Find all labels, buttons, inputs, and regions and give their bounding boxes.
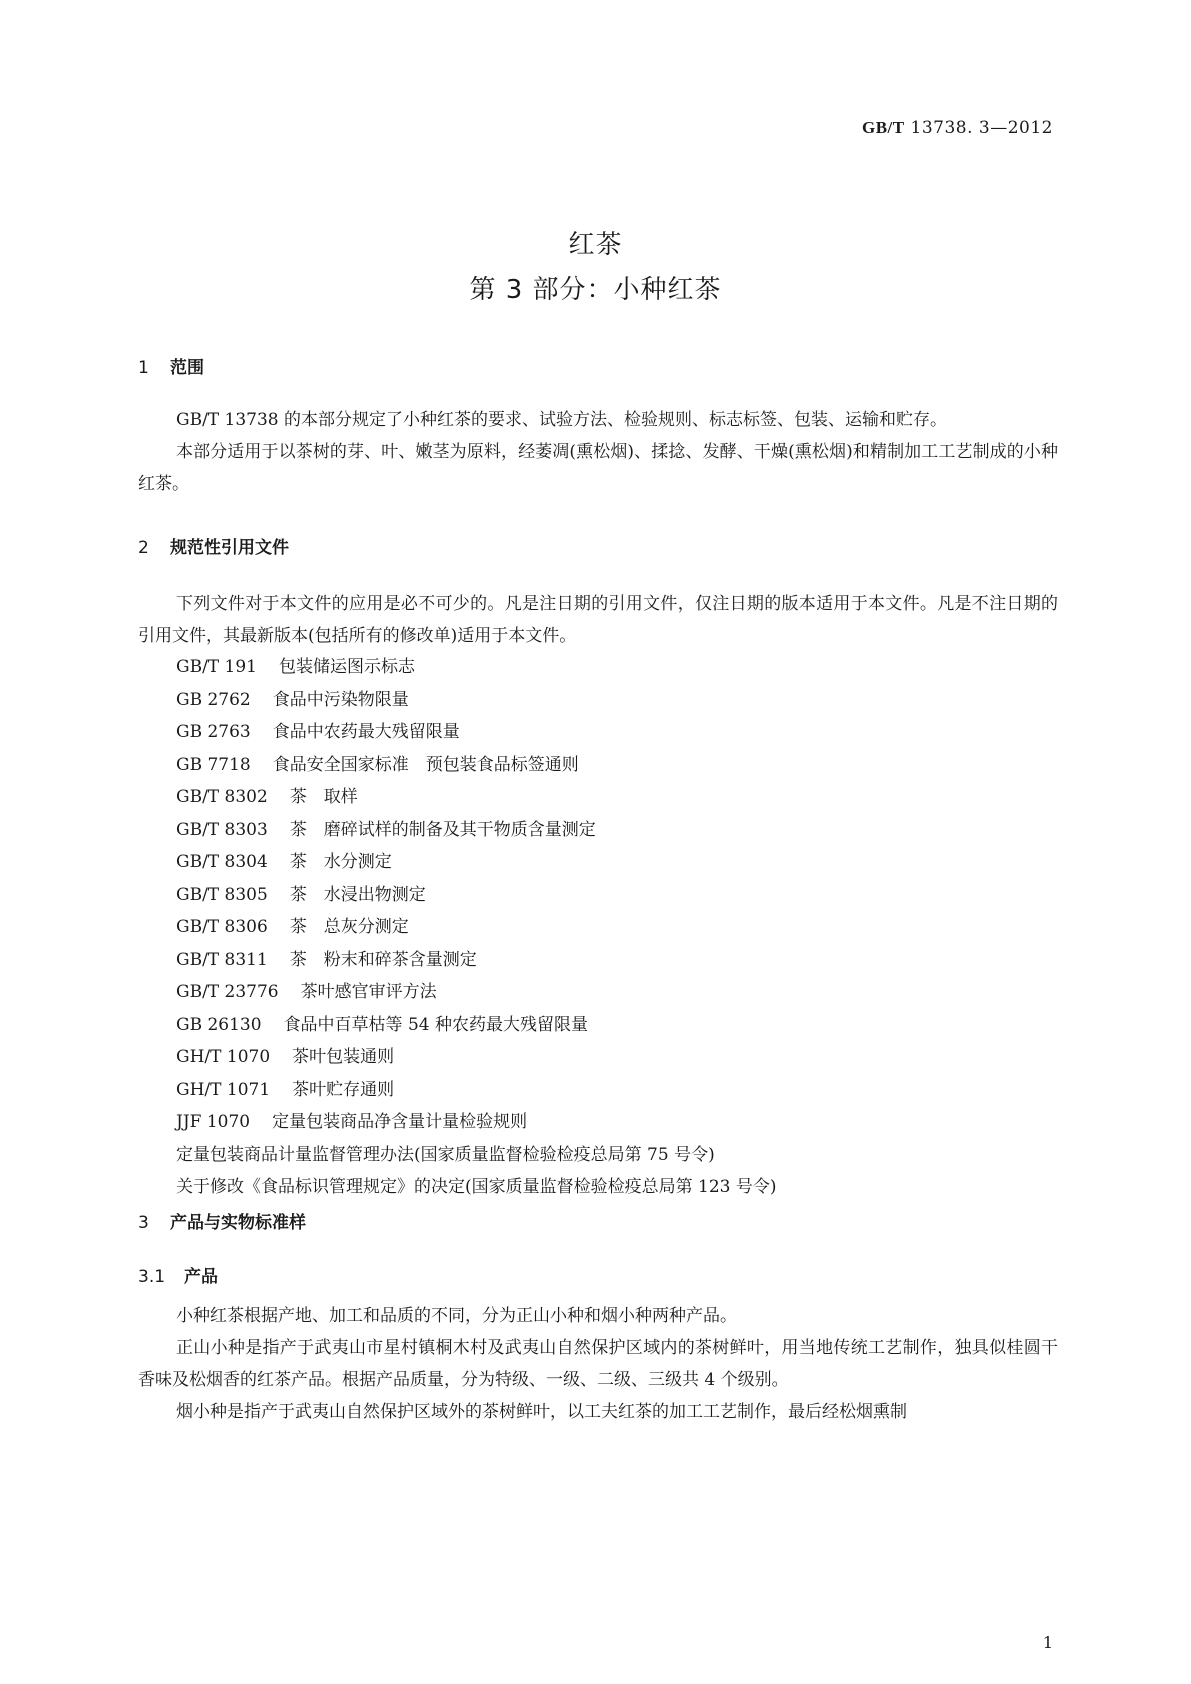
product-paragraph-3: 烟小种是指产于武夷山自然保护区域外的茶树鲜叶，以工夫红茶的加工工艺制作，最后经松烟熏制 [176,1402,907,1422]
reference-item: GB/T 8306 茶 总灰分测定 [176,917,409,937]
standard-code: 13738. 3—2012 [910,118,1053,138]
reference-item: GB/T 23776 茶叶感官审评方法 [176,982,437,1002]
section-heading-3: 3 产品与实物标准样 [138,1213,306,1233]
reference-item: GB/T 8305 茶 水浸出物测定 [176,884,426,905]
standard-prefix: GB/T [862,118,905,137]
reference-item: GB/T 8304 茶 水分测定 [176,852,392,872]
reference-item: GH/T 1071 茶叶贮存通则 [176,1079,395,1100]
product-paragraph-2: 正山小种是指产于武夷山市星村镇桐木村及武夷山自然保护区域内的茶树鲜叶，用当地传统工艺制作，独具似桂圆干香味及松烟香的红茶产品。根据产品质量，分为特级、一级、二级、三级共 4 个级别。 [138,1338,1058,1390]
title-line-2: 第 3 部分：小种红茶 [469,275,722,305]
reference-item: GB 2763 食品中农药最大残留限量 [176,722,460,742]
reference-item-regulation-123: 关于修改《食品标识管理规定》的决定(国家质量监督检验检疫总局第 123 号令) [176,1177,777,1197]
standard-number [862,118,1053,138]
section-heading-1: 1 范围 [138,358,204,378]
normative-references-intro: 下列文件对于本文件的应用是必不可少的。凡是注日期的引用文件，仅注日期的版本适用于本文件。凡是不注日期的引用文件，其最新版本(包括所有的修改单)适用于本文件。 [138,594,1058,646]
reference-item: GB/T 191 包装储运图示标志 [176,657,415,677]
scope-paragraph-2: 本部分适用于以茶树的芽、叶、嫩茎为原料，经萎凋(熏松烟)、揉捻、发酵、干燥(熏松烟)和精制加工工艺制成的小种红茶。 [138,442,1058,494]
reference-item-regulation-75: 定量包装商品计量监督管理办法(国家质量监督检验检疫总局第 75 号令) [176,1144,715,1165]
section-heading-2: 2 规范性引用文件 [138,538,289,558]
reference-item: GB/T 8302 茶 取样 [176,787,358,807]
reference-list [176,651,777,1204]
product-paragraph-1: 小种红茶根据产地、加工和品质的不同，分为正山小种和烟小种两种产品。 [176,1306,737,1326]
document-title [0,223,1191,313]
scope-paragraph-1: GB/T 13738 的本部分规定了小种红茶的要求、试验方法、检验规则、标志标签、包装、运输和贮存。 [176,410,948,430]
reference-item: GB 2762 食品中污染物限量 [176,689,409,710]
reference-item: JJF 1070 定量包装商品净含量计量检验规则 [176,1112,528,1132]
reference-item: GB 7718 食品安全国家标准 预包装食品标签通则 [176,754,579,775]
reference-item: GB 26130 食品中百草枯等 54 种农药最大残留限量 [176,1014,589,1035]
reference-item: GB/T 8311 茶 粉末和碎茶含量测定 [176,949,477,970]
title-line-1: 红茶 [568,230,623,260]
reference-item: GH/T 1070 茶叶包装通则 [176,1047,395,1067]
page-number: 1 [1042,1633,1053,1652]
reference-item: GB/T 8303 茶 磨碎试样的制备及其干物质含量测定 [176,819,596,840]
section-heading-3-1: 3.1 产品 [138,1267,218,1287]
